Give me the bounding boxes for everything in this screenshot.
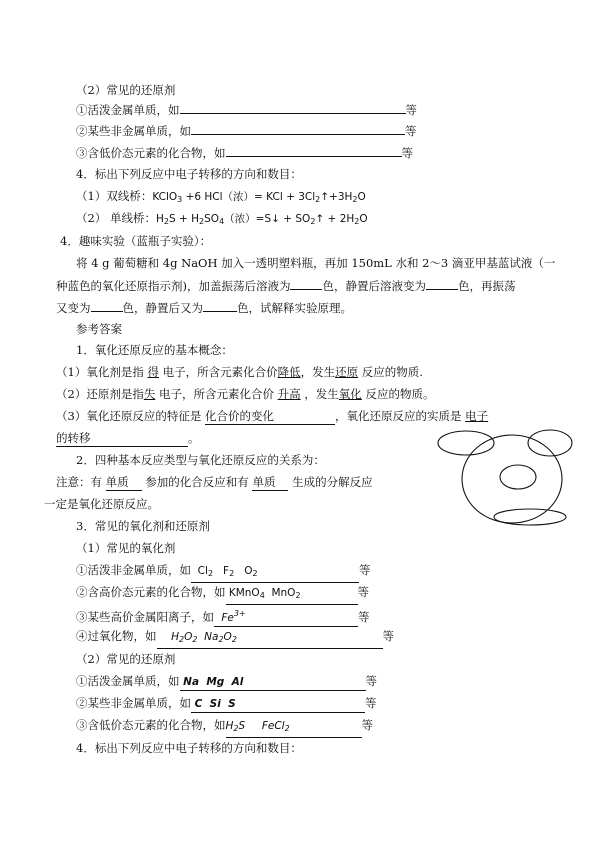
reaction-types-diagram — [430, 425, 580, 535]
q4-title: 4．标出下列反应中电子转移的方向和数目： — [76, 167, 302, 181]
color-blank-4[interactable] — [203, 299, 237, 312]
answer-1-heading: 1．氧化还原反应的基本概念： — [76, 343, 233, 357]
color-blank-3[interactable] — [91, 299, 123, 312]
reducer-answer-1: ①活泼金属单质，如 Na Mg Al 等 — [76, 673, 377, 691]
experiment-p3: 又变为 色，静置后又为 色，试解释实验原理。 — [56, 301, 352, 315]
color-blank-2[interactable] — [426, 277, 458, 290]
reducer-blank-1[interactable] — [180, 101, 406, 114]
answer-characteristic: 化合价的变化 — [205, 408, 335, 425]
answer-2-note-cont: 一定是氧化还原反应。 — [44, 497, 159, 511]
double-decomposition-ellipse — [494, 509, 566, 525]
answer-1-2: （2）还原剂是指失 电子，所含元素化合价 升高 ，发生氧化 反应的物质。 — [56, 387, 435, 401]
reducer-item-1: ①活泼金属单质，如 等 — [76, 103, 417, 117]
oxidizer-2: ②含高价态元素的化合物，如 KMnO$_4$ MnO$_2$ 等 — [76, 584, 369, 605]
reducer-answer-2: ②某些非金属单质，如 C Si S 等 — [76, 695, 377, 713]
reducer-blank-2[interactable] — [191, 122, 405, 135]
answer-1-3: （3）氧化还原反应的特征是 化合价的变化 ，氧化还原反应的实质是 电子 — [56, 409, 489, 423]
reducer-item-2: ②某些非金属单质，如 等 — [76, 124, 417, 138]
reducer-answer-3: ③含低价态元素的化合物，如$H_2S$ FeCl$_2$ 等 — [76, 717, 373, 738]
q4-reaction-1: （1）双线桥：KClO$_3$ +6 HCl（浓）= KCl + $3Cl_2↑+3H_2O$ — [76, 189, 366, 204]
reducer-answer-heading: （2）常见的还原剂 — [76, 652, 176, 666]
reducer-blank-3[interactable] — [226, 144, 402, 157]
experiment-p2: 种蓝色的氧化还原指示剂)，加盖振荡后溶液为 色，静置后溶液变为 色，再振荡 — [56, 279, 516, 293]
answer-2-note: 注意：有 单质 参加的化合反应和有 单质 生成的分解反应 — [56, 475, 373, 489]
answers-title: 参考答案 — [76, 322, 122, 336]
answer-1-3-cont: 的转移 。 — [56, 431, 200, 445]
reducer-heading: （2）常见的还原剂 — [76, 83, 176, 97]
answer-1-1: （1）氧化剂是指 得 电子，所含元素化合价降低，发生还原 反应的物质. — [56, 365, 423, 379]
oxidizer-1: ①活泼非金属单质，如 $Cl_2$ $F_2$ $O_2$ 等 — [76, 562, 371, 583]
answer-2-heading: 2．四种基本反应类型与氧化还原反应的关系为： — [76, 453, 325, 467]
q4-reaction-2: （2） 单线桥：$H_2S + H_2SO_4$（浓）=S↓ + $SO_2↑ + 2H_2O$ — [76, 211, 368, 226]
answer-4-heading: 4．标出下列反应中电子转移的方向和数目： — [76, 741, 302, 755]
answer-3-heading: 3．常见的氧化剂和还原剂 — [76, 519, 210, 533]
combination-ellipse — [438, 431, 494, 455]
oxidizer-3: ③某些高价金属阳离子，如 $Fe^{3+}$ 等 — [76, 606, 370, 627]
color-blank-1[interactable] — [290, 277, 322, 290]
reducer-item-3: ③含低价态元素的化合物，如 等 — [76, 146, 413, 160]
experiment-title: 4．趣味实验（蓝瓶子实验）： — [60, 234, 212, 248]
oxidizer-heading: （1）常见的氧化剂 — [76, 541, 176, 555]
oxidizer-4: ④过氧化物，如 $H_2O_2$ $Na_2O_2$ 等 — [76, 628, 394, 649]
experiment-p1: 将 4 g 葡萄糖和 4g NaOH 加入一透明塑料瓶，再加 150mL 水和 2～3 滴亚甲基蓝试液（一 — [76, 256, 556, 270]
displacement-ellipse — [500, 465, 536, 489]
decomposition-ellipse — [528, 430, 572, 456]
